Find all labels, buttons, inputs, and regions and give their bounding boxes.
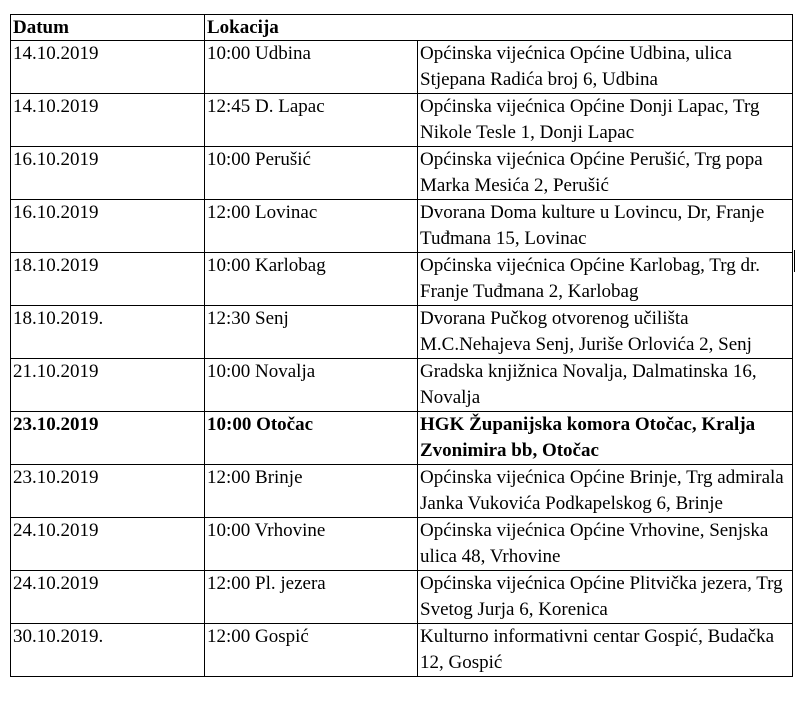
time-place-cell[interactable]: 10:00 Perušić	[205, 147, 418, 200]
date-cell[interactable]: 24.10.2019	[11, 518, 205, 571]
date-cell[interactable]: 23.10.2019	[11, 465, 205, 518]
time-place-cell[interactable]: 10:00 Udbina	[205, 41, 418, 94]
time-place-cell[interactable]: 12:00 Pl. jezera	[205, 571, 418, 624]
date-cell[interactable]: 24.10.2019	[11, 571, 205, 624]
venue-cell[interactable]: HGK Županijska komora Otočac, Kralja Zvonimira bb, Otočac	[418, 412, 793, 465]
venue-cell[interactable]: Općinska vijećnica Općine Vrhovine, Senjska ulica 48, Vrhovine	[418, 518, 793, 571]
venue-cell[interactable]: Općinska vijećnica Općine Udbina, ulica Stjepana Radića broj 6, Udbina	[418, 41, 793, 94]
date-cell[interactable]: 30.10.2019.	[11, 624, 205, 677]
table-row	[11, 624, 793, 677]
table-row	[11, 306, 793, 359]
date-cell[interactable]: 21.10.2019	[11, 359, 205, 412]
table-row	[11, 465, 793, 518]
header-datum: Datum	[11, 15, 205, 41]
venue-cell[interactable]: Općinska vijećnica Općine Perušić, Trg popa Marka Mesića 2, Perušić	[418, 147, 793, 200]
table-row	[11, 253, 793, 306]
time-place-cell[interactable]: 10:00 Karlobag	[205, 253, 418, 306]
table-row	[11, 412, 793, 465]
venue-cell[interactable]: Općinska vijećnica Općine Karlobag, Trg dr. Franje Tuđmana 2, Karlobag	[418, 253, 793, 306]
venue-cell[interactable]: Općinska vijećnica Općine Brinje, Trg admirala Janka Vukovića Podkapelskog 6, Brinje	[418, 465, 793, 518]
venue-cell[interactable]: Dvorana Pučkog otvorenog učilišta M.C.Nehajeva Senj, Juriše Orlovića 2, Senj	[418, 306, 793, 359]
document-page	[10, 14, 792, 677]
date-cell[interactable]: 18.10.2019	[11, 253, 205, 306]
time-place-cell[interactable]: 10:00 Novalja	[205, 359, 418, 412]
date-cell[interactable]: 16.10.2019	[11, 147, 205, 200]
table-row	[11, 571, 793, 624]
table-row	[11, 359, 793, 412]
table-row	[11, 41, 793, 94]
venue-cell[interactable]: Općinska vijećnica Općine Donji Lapac, Trg Nikole Tesle 1, Donji Lapac	[418, 94, 793, 147]
table-row	[11, 200, 793, 253]
table-row	[11, 147, 793, 200]
date-cell[interactable]: 18.10.2019.	[11, 306, 205, 359]
venue-cell[interactable]: Općinska vijećnica Općine Plitvička jezera, Trg Svetog Jurja 6, Korenica	[418, 571, 793, 624]
time-place-cell[interactable]: 12:00 Gospić	[205, 624, 418, 677]
time-place-cell[interactable]: 10:00 Vrhovine	[205, 518, 418, 571]
text-cursor	[794, 250, 795, 272]
schedule-table	[10, 14, 793, 677]
venue-cell[interactable]: Dvorana Doma kulture u Lovincu, Dr, Franje Tuđmana 15, Lovinac	[418, 200, 793, 253]
table-row	[11, 94, 793, 147]
date-cell[interactable]: 23.10.2019	[11, 412, 205, 465]
venue-cell[interactable]: Gradska knjižnica Novalja, Dalmatinska 16, Novalja	[418, 359, 793, 412]
table-row	[11, 518, 793, 571]
table-header-row	[11, 15, 793, 41]
header-lokacija: Lokacija	[205, 15, 793, 41]
date-cell[interactable]: 14.10.2019	[11, 94, 205, 147]
time-place-cell[interactable]: 12:30 Senj	[205, 306, 418, 359]
venue-cell[interactable]: Kulturno informativni centar Gospić, Budačka 12, Gospić	[418, 624, 793, 677]
date-cell[interactable]: 16.10.2019	[11, 200, 205, 253]
time-place-cell[interactable]: 12:45 D. Lapac	[205, 94, 418, 147]
time-place-cell[interactable]: 10:00 Otočac	[205, 412, 418, 465]
time-place-cell[interactable]: 12:00 Brinje	[205, 465, 418, 518]
date-cell[interactable]: 14.10.2019	[11, 41, 205, 94]
time-place-cell[interactable]: 12:00 Lovinac	[205, 200, 418, 253]
